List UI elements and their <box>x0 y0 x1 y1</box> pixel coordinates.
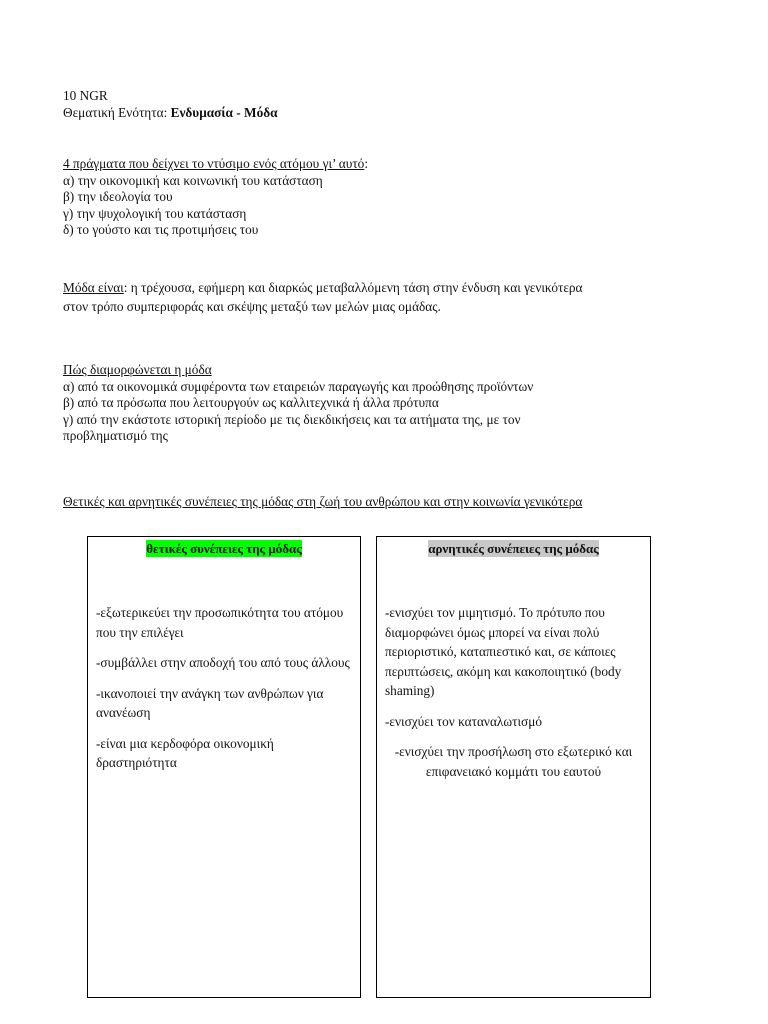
negative-box-title: αρνητικές συνέπειες της μόδας <box>428 541 599 556</box>
list-item: -συμβάλλει στην αποδοχή του από τους άλλους <box>96 655 350 670</box>
list-item: γ) από την εκάστοτε ιστορική περίοδο με τις διεκδικήσεις και τα αιτήματα της, με τον <box>63 411 521 427</box>
list-item: -ενισχύει τον καταναλωτισμό <box>385 713 542 729</box>
positive-consequences-box <box>87 536 361 998</box>
negative-box-header <box>377 541 650 557</box>
list-item: β) την ιδεολογία του <box>63 189 173 204</box>
list-item: δ) το γούστο και τις προτιμήσεις του <box>63 222 259 237</box>
definition-section <box>63 278 583 316</box>
negative-items <box>385 603 642 792</box>
list-item: -ενισχύει την προσήλωση στο εξωτερικό και επιφανειακό κομμάτι του εαυτού <box>394 744 633 779</box>
definition-line-2: στον τρόπο συμπεριφοράς και σκέψης μεταξύ των μελών μιας ομάδας. <box>63 299 441 314</box>
list-item: -ικανοποιεί την ανάγκη των ανθρώπων για ανανέωση <box>96 685 324 720</box>
list-item: -εξωτερικεύει την προσωπικότητα του ατόμου που την επιλέγει <box>96 605 344 640</box>
positive-items <box>96 603 352 784</box>
clothing-heading-line <box>63 156 368 173</box>
list-item: προβληματισμό της <box>63 428 168 443</box>
topic-prefix: Θεματική Ενότητα: <box>63 104 171 120</box>
class-code: 10 NGR <box>63 88 108 103</box>
list-item: -ενισχύει τον μιμητισμό. Το πρότυπο που διαμορφώνει όμως μπορεί να είναι πολύ περιοριστικό, καταπιεστικό και, σε κάποιες περιπτώσεις, ακόμη και κακοποιητικό (body shaming) <box>385 605 622 698</box>
clothing-heading-suffix: : <box>364 156 369 171</box>
clothing-section <box>63 156 368 239</box>
list-item: α) την οικονομική και κοινωνική του κατάσταση <box>63 172 323 188</box>
definition-text-1: : η τρέχουσα, εφήμερη και διαρκώς μεταβαλλόμενη τάση στην ένδυση και γενικότερα <box>123 280 583 295</box>
formation-section <box>63 362 533 445</box>
list-item: β) από τα πρόσωπα που λειτουργούν ως καλλιτεχνικά ή άλλα πρότυπα <box>63 395 439 410</box>
list-item: γ) την ψυχολογική του κατάσταση <box>63 205 247 221</box>
positive-box-header <box>88 541 360 557</box>
consequences-section <box>63 494 582 511</box>
positive-box-title: θετικές συνέπειες της μόδας <box>146 541 302 556</box>
consequences-heading: Θετικές και αρνητικές συνέπειες της μόδας στη ζωή του ανθρώπου και στην κοινωνία γενικότερα <box>63 494 583 509</box>
topic-title: Ενδυμασία - Μόδα <box>170 104 278 120</box>
formation-heading: Πώς διαμορφώνεται η μόδα <box>63 362 212 377</box>
definition-term: Μόδα είναι <box>63 280 124 295</box>
document-header <box>63 88 278 121</box>
list-item: α) από τα οικονομικά συμφέροντα των εταιρειών παραγωγής και προώθησης προϊόντων <box>63 378 534 394</box>
definition-line-1 <box>63 278 583 297</box>
negative-consequences-box <box>376 536 651 998</box>
clothing-heading: 4 πράγματα που δείχνει το ντύσιμο ενός ατόμου γι’ αυτό <box>63 156 365 171</box>
list-item: -είναι μια κερδοφόρα οικονομική δραστηριότητα <box>96 735 274 770</box>
topic-line <box>63 105 278 122</box>
